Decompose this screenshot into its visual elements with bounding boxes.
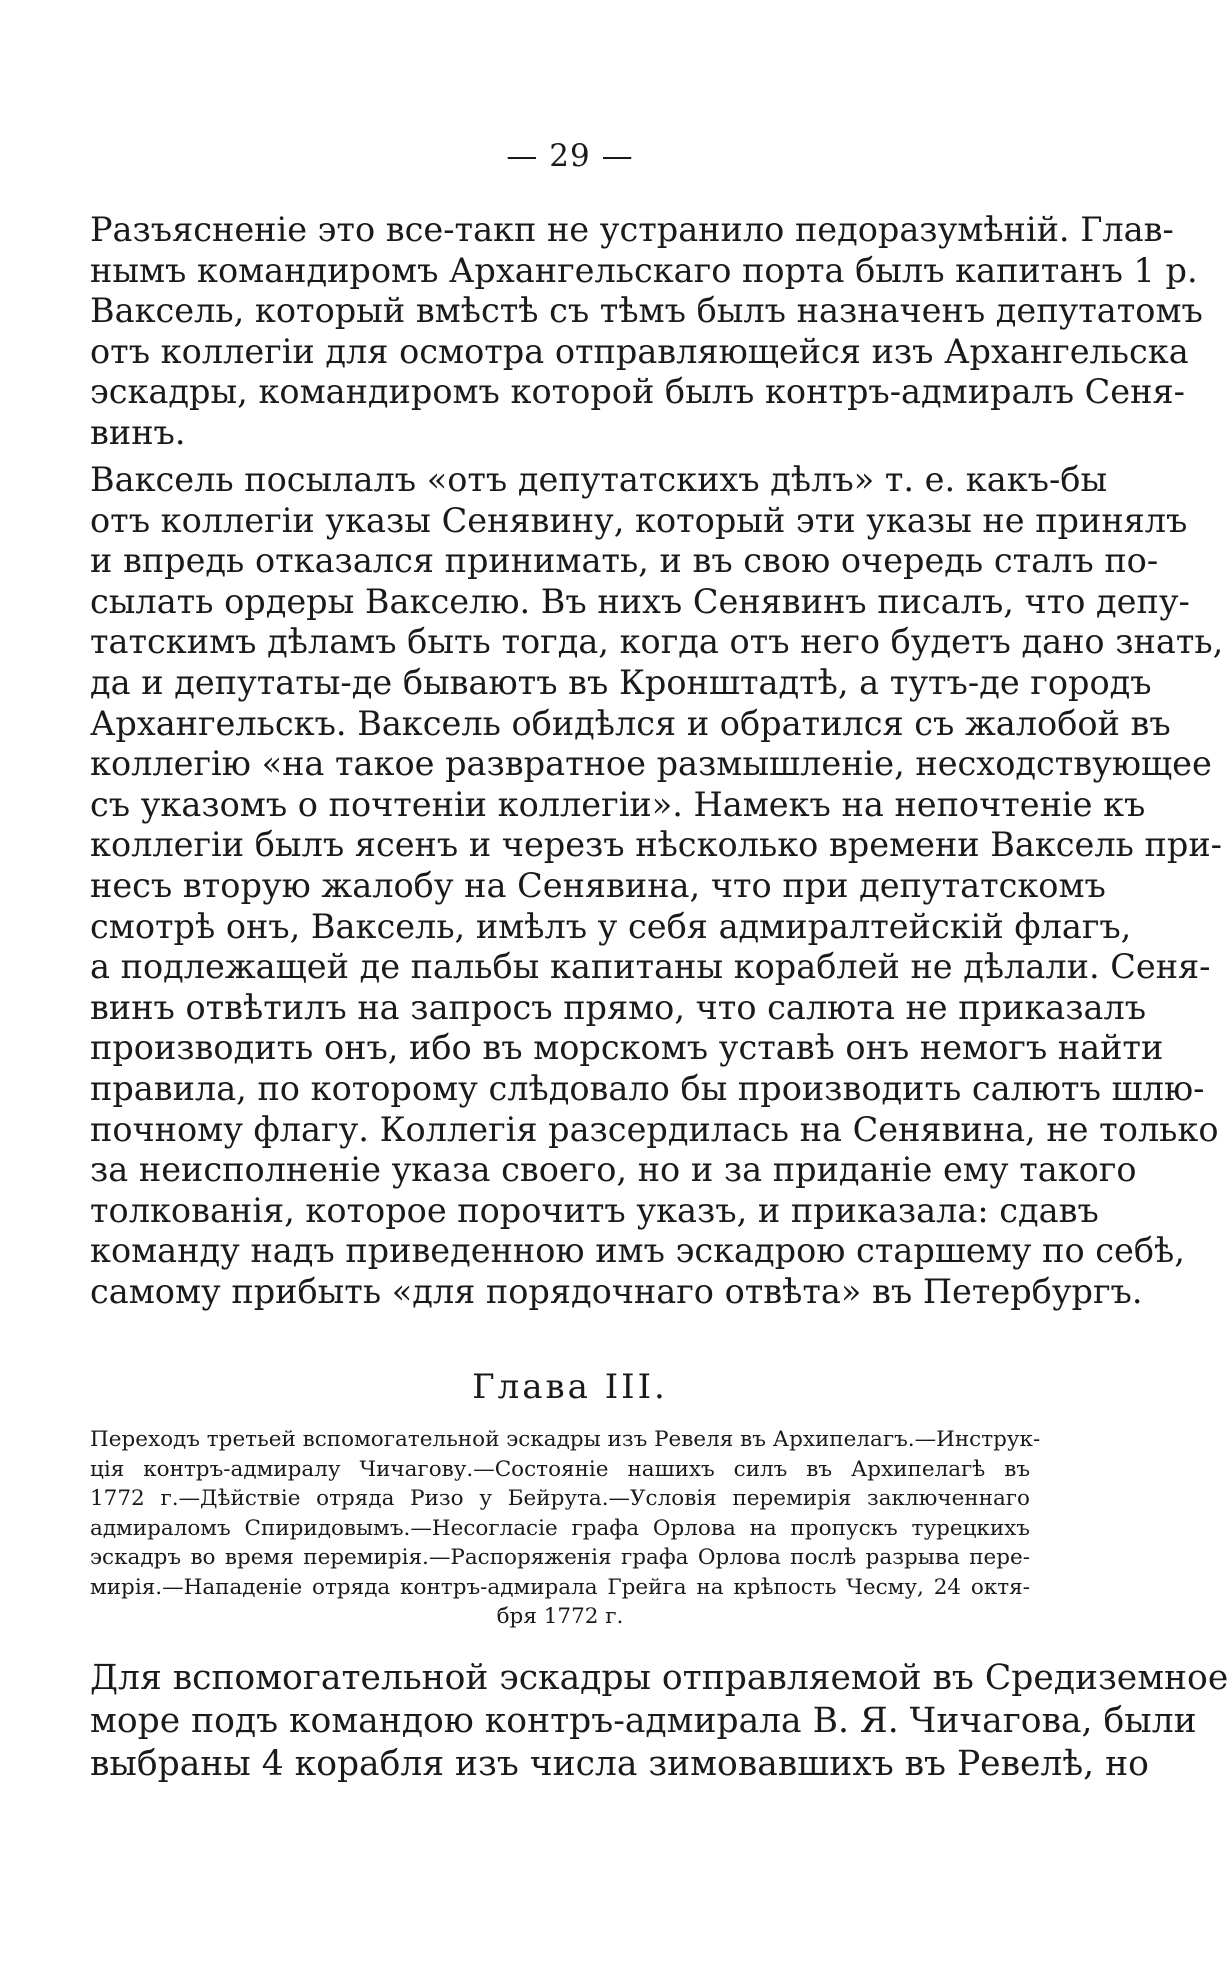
page-number: — 29 —	[506, 138, 634, 174]
paragraph-2-line: и впредь отказался принимать, и въ свою очередь сталъ по-	[90, 541, 1159, 581]
paragraph-2-line: Архангельскъ. Ваксель обидѣлся и обратился съ жалобой въ	[90, 703, 1171, 743]
chapter-summary-line: эскадръ во время перемирія.—Распоряженія графа Орлова послѣ разрыва пере-	[90, 1545, 1030, 1570]
paragraph-2-line: коллегіи былъ ясенъ и черезъ нѣсколько времени Ваксель при-	[90, 825, 1222, 865]
paragraph-3-line: море подъ командою контръ-адмирала В. Я. Чичагова, были	[90, 1701, 1197, 1741]
paragraph-1-line: эскадры, командиромъ которой былъ контръ-адмиралъ Сеня-	[90, 372, 1185, 412]
paragraph-2-line: толкованія, которое порочитъ указъ, и приказала: сдавъ	[90, 1190, 1099, 1230]
paragraph-2-line: правила, по которому слѣдовало бы производить салютъ шлю-	[90, 1068, 1205, 1108]
paragraph-3	[90, 1657, 1228, 1786]
chapter-summary-line: мирія.—Нападеніе отряда контръ-адмирала Грейга на крѣпость Чесму, 24 октя-	[90, 1574, 1030, 1600]
paragraph-3-line: Для вспомогательной эскадры отправляемой въ Средиземное	[90, 1658, 1228, 1698]
paragraph-2-line: за неисполненіе указа своего, но и за приданіе ему такого	[90, 1150, 1137, 1190]
paragraph-1-line: отъ коллегіи для осмотра отправляющейся изъ Архангельска	[90, 331, 1189, 371]
paragraph-2-line: отъ коллегіи указы Сенявину, который эти указы не принялъ	[90, 500, 1188, 540]
chapter-summary-line: 1772 г.—Дѣйствіе отряда Ризо у Бейрута.—Условія перемирія заключеннаго	[90, 1486, 1030, 1511]
paragraph-1	[90, 210, 1203, 454]
paragraph-1-line: Разъясненіе это все-такп не устранило педоразумѣній. Глав-	[90, 210, 1174, 249]
paragraph-2	[90, 460, 1224, 1312]
chapter-summary-line: Переходъ третьей вспомогательной эскадры изъ Ревеля въ Архипелагъ.—Инструк-	[90, 1427, 1041, 1452]
paragraph-3-line: выбраны 4 корабля изъ числа зимовавшихъ въ Ревелѣ, но	[90, 1744, 1149, 1784]
paragraph-2-line: самому прибыть «для порядочнаго отвѣта» въ Петербургъ.	[90, 1271, 1143, 1311]
paragraph-2-line: Ваксель посылалъ «отъ депутатскихъ дѣлъ» т. е. какъ-бы	[90, 460, 1108, 499]
paragraph-2-line: команду надъ приведенною имъ эскадрою старшему по себѣ,	[90, 1231, 1185, 1271]
paragraph-2-line: татскимъ дѣламъ быть тогда, когда отъ него будетъ дано знать,	[90, 622, 1224, 662]
paragraph-2-line: производить онъ, ибо въ морскомъ уставѣ онъ немогъ найти	[90, 1028, 1164, 1068]
paragraph-1-line: Ваксель, который вмѣстѣ съ тѣмъ былъ назначенъ депутатомъ	[90, 291, 1203, 331]
paragraph-2-line: винъ отвѣтилъ на запросъ прямо, что салюта не приказалъ	[90, 987, 1147, 1027]
paragraph-2-line: а подлежащей де пальбы капитаны кораблей не дѣлали. Сеня-	[90, 947, 1211, 987]
paragraph-2-line: коллегію «на такое развратное размышленіе, несходствующее	[90, 744, 1212, 784]
chapter-summary	[90, 1425, 1041, 1632]
chapter-title: Глава III.	[472, 1367, 668, 1407]
paragraph-2-line: да и депутаты-де бываютъ въ Кронштадтѣ, а тутъ-де городъ	[90, 662, 1152, 702]
chapter-summary-line: адмираломъ Спиридовымъ.—Несогласіе графа Орлова на пропускъ турецкихъ	[90, 1515, 1030, 1541]
chapter-summary-line: бря 1772 г.	[496, 1604, 624, 1629]
paragraph-2-line: съ указомъ о почтеніи коллегіи». Намекъ на непочтеніе къ	[90, 784, 1146, 824]
paragraph-1-line: нымъ командиромъ Архангельскаго порта былъ капитанъ 1 р.	[90, 250, 1198, 290]
paragraph-2-line: несъ вторую жалобу на Сенявина, что при депутатскомъ	[90, 865, 1106, 905]
paragraph-2-line: почному флагу. Коллегія разсердилась на Сенявина, не только	[90, 1109, 1219, 1149]
paragraph-2-line: сылать ордеры Вакселю. Въ нихъ Сенявинъ писалъ, что депу-	[90, 581, 1190, 621]
paragraph-1-line: винъ.	[90, 412, 186, 452]
paragraph-2-line: смотрѣ онъ, Ваксель, имѣлъ у себя адмиралтейскій флагъ,	[90, 906, 1132, 946]
chapter-summary-line: ція контръ-адмиралу Чичагову.—Состояніе нашихъ силъ въ Архипелагѣ въ	[90, 1456, 1030, 1482]
